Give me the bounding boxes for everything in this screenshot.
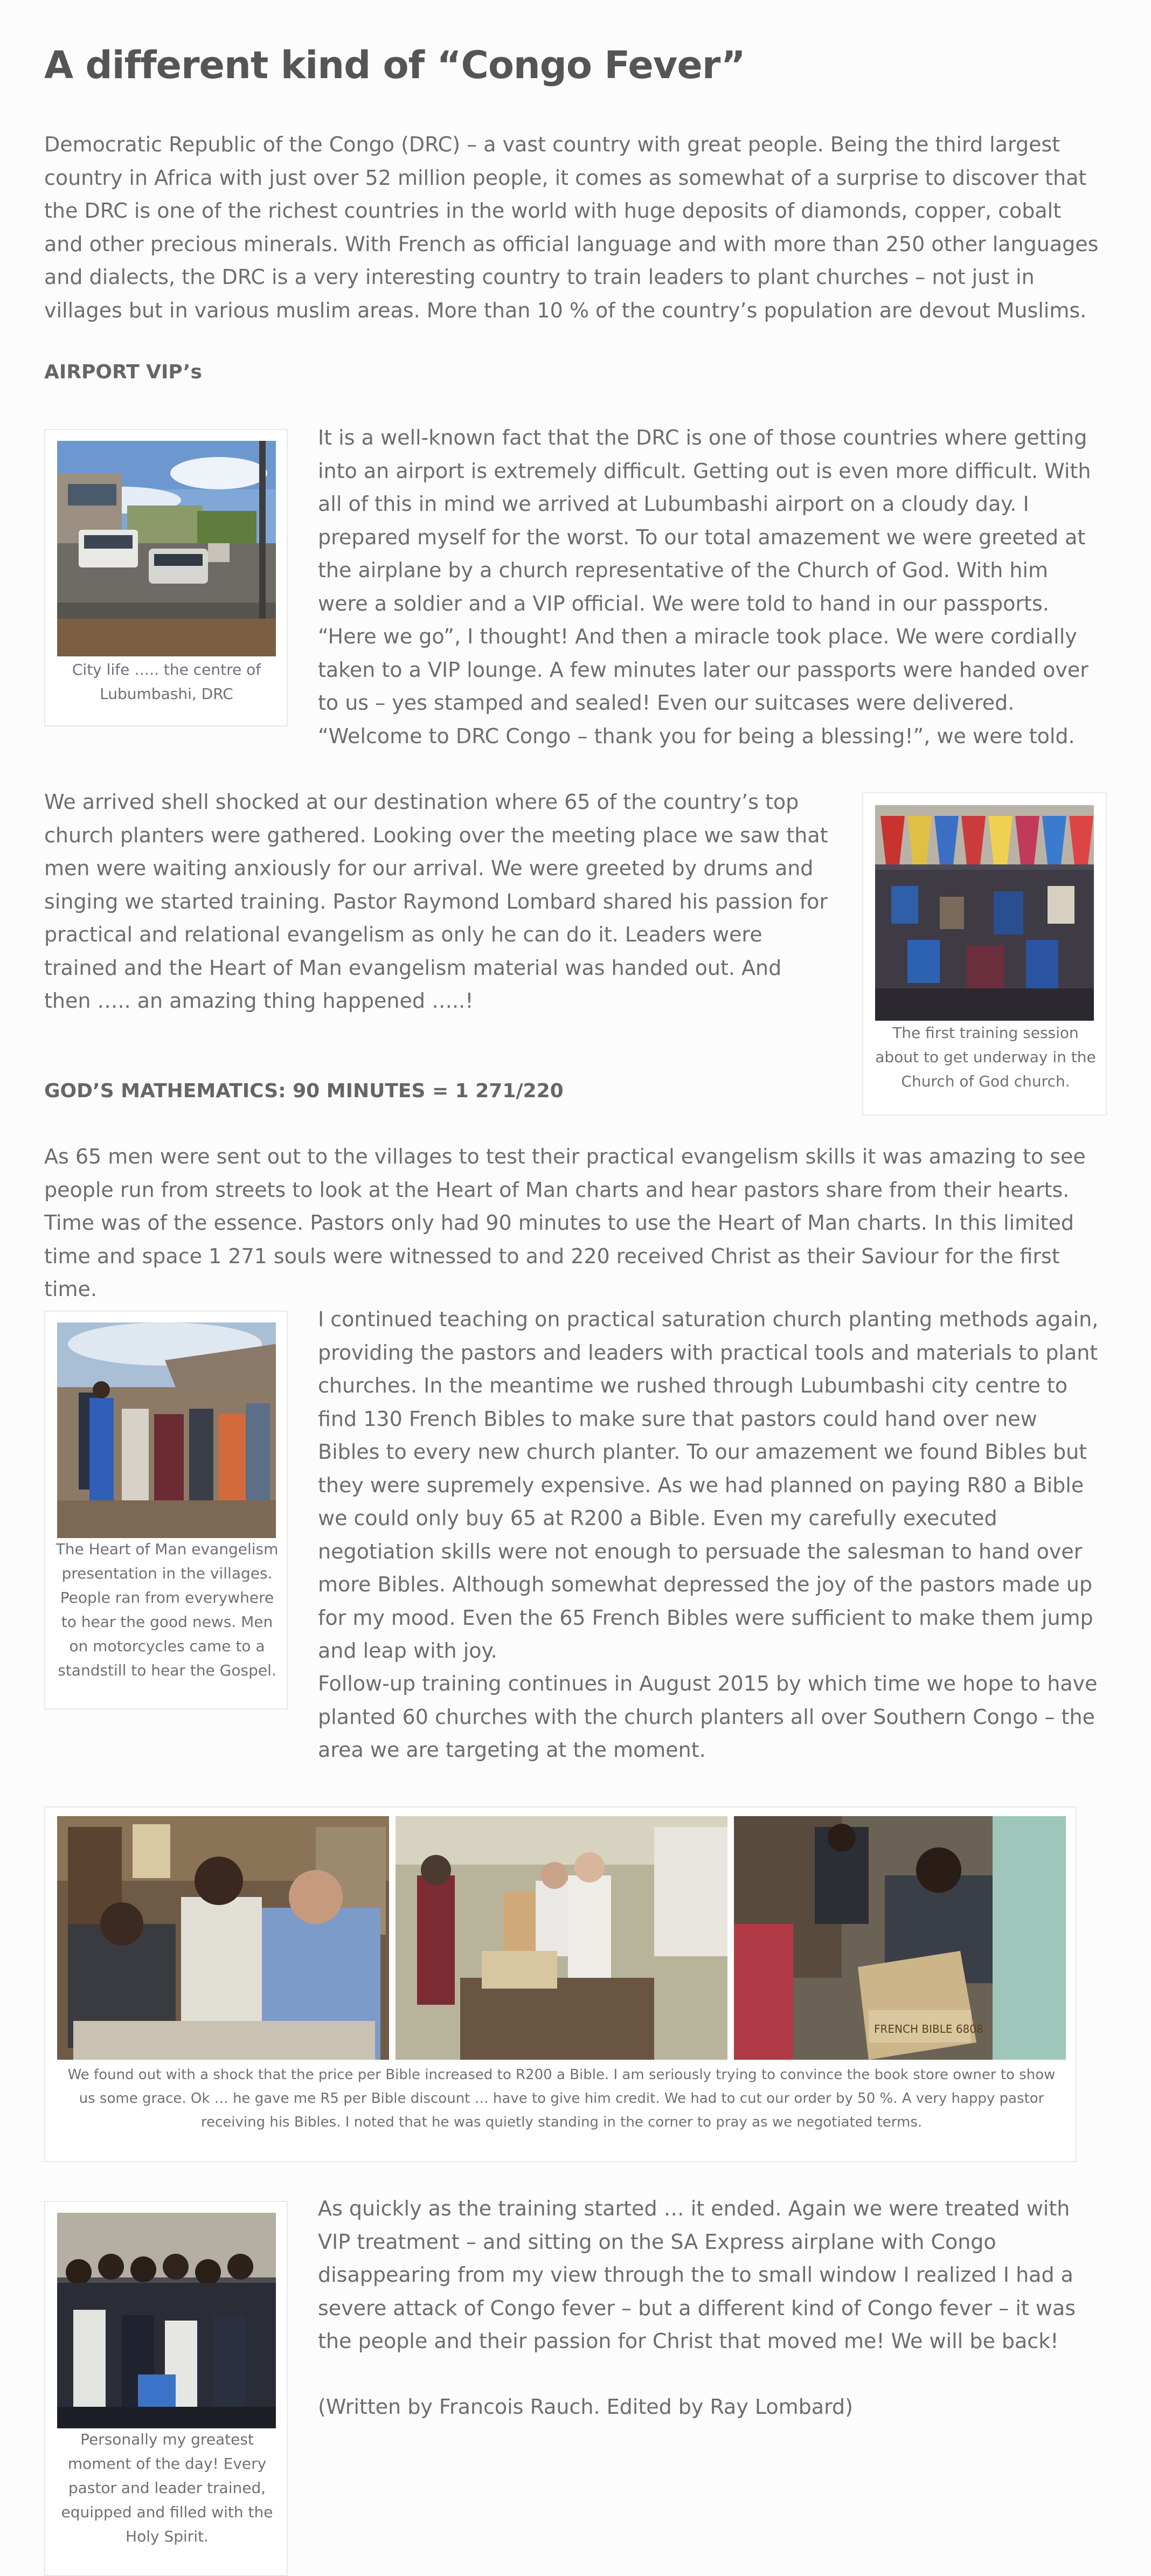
section1-paragraph-2: We arrived shell shocked at our destination where 65 of the country’s top church planters were gathered. Looking over the meeting place we saw that men were waiting anxiously for our arrival. We were greeted by drums and singing we started training. Pastor Raymond Lombard shared his passion for practical and relational evangelism as only he can do it. Leaders were trained and the Heart of Man evangelism material was handed out. And then ….. an amazing thing happened …..! xyxy=(44,790,828,1013)
section2-paragraph-2: I continued teaching on practical saturation church planting methods again, providing the pastors and leaders with practical tools and materials to plant churches. In the meantime we rushed through Lubumbashi city centre to find 130 French Bibles to make sure that pastors could hand over new Bibles to every new church planter. To our amazement we found Bibles but they were supremely expensive. As we had planned on paying R80 a Bible we could only buy 65 at R200 a Bible. Even my carefully executed negotiation skills were not enough to persuade the salesman to hand over more Bibles. Although somewhat depressed the joy of the pastors made up for my mood. Even the 65 French Bibles were sufficient to make them jump and leap with joy. xyxy=(318,1307,1099,1663)
pastors-graduation-photo xyxy=(57,2213,276,2428)
figure-graduation-caption: Personally my greatest moment of the day! Every pastor and leader trained, equipped and filled with the Holy Spirit. xyxy=(61,2430,273,2545)
figure-city-life xyxy=(44,429,288,726)
figure-training-session-caption: The first training session about to get underway in the Church of God church. xyxy=(875,1024,1096,1090)
article-title: A different kind of “Congo Fever” xyxy=(44,43,745,87)
figure-heart-of-man xyxy=(44,1311,288,1709)
training-session-photo xyxy=(875,805,1094,1021)
figure-training-session xyxy=(862,792,1107,1116)
figure-heart-of-man-caption: The Heart of Man evangelism presentation in the villages. People ran from everywhere to hear the good news. Men on motorcycles came to a standstill to hear the Gospel. xyxy=(56,1540,279,1679)
village-presentation-photo xyxy=(57,1322,276,1538)
intro-paragraph: Democratic Republic of the Congo (DRC) – a vast country with great people. Being the third largest country in Africa with just over 52 million people, it comes as somewhat of a surprise to discover that the DRC is one of the richest countries in the world with huge deposits of diamonds, copper, cobalt and other precious minerals. With French as official language and with more than 250 other languages and dialects, the DRC is a very interesting country to train leaders to plant churches – not just in villages but in various muslim areas. More than 10 % of the country’s population are devout Muslims. xyxy=(44,133,1099,322)
gallery-photo-bookstore-negotiation xyxy=(57,1816,389,2060)
figure-city-life-caption: City life ….. the centre of Lubumbashi, DRC xyxy=(72,661,261,703)
city-street-photo xyxy=(57,441,276,656)
bible-box-label: FRENCH BIBLE 6808 xyxy=(874,2023,983,2035)
article-credit: (Written by Francois Rauch. Edited by Ray Lombard) xyxy=(318,2395,853,2419)
gallery-photo-pastor-receiving-bibles xyxy=(734,1816,1066,2060)
gallery-caption: We found out with a shock that the price per Bible increased to R200 a Bible. I am seriously trying to convince the book store owner to show us some grace. Ok … he gave me R5 per Bible discount … have to give him credit. We had to cut our order by 50 %. A very happy pastor receiving his Bibles. I noted that he was quietly standing in the corner to pray as we negotiated terms. xyxy=(67,2067,1056,2130)
section1-paragraph: It is a well-known fact that the DRC is one of those countries where getting into an airport is extremely difficult. Getting out is even more difficult. With all of this in mind we arrived at Lubumbashi airport on a cloudy day. I prepared myself for the worst. To our total amazement we were greeted at the airplane by a church representative of the Church of God. With him were a soldier and a VIP official. We were told to hand in our passports. “Here we go”, I thought! And then a miracle took place. We were cordially taken to a VIP lounge. A few minutes later our passports were handed over to us – yes stamped and sealed! Even our suitcases were delivered. “Welcome to DRC Congo – thank you for being a blessing!”, we were told. xyxy=(318,426,1091,748)
bible-purchase-gallery xyxy=(44,1806,1077,2162)
section2-paragraph-3: Follow-up training continues in August 2015 by which time we hope to have planted 60 churches with the church planters all over Southern Congo – the area we are targeting at the moment. xyxy=(318,1672,1098,1762)
section2-paragraph: As 65 men were sent out to the villages to test their practical evangelism skills it was amazing to see people run from streets to look at the Heart of Man charts and hear pastors share from their hearts. Time was of the essence. Pastors only had 90 minutes to use the Heart of Man charts. In this limited time and space 1 271 souls were witnessed to and 220 received Christ as their Saviour for the first time. xyxy=(44,1145,1086,1301)
section-heading-airport: AIRPORT VIP’s xyxy=(44,361,202,383)
figure-graduation xyxy=(44,2201,288,2576)
section-heading-mathematics: GOD’S MATHEMATICS: 90 MINUTES = 1 271/220 xyxy=(44,1080,564,1102)
closing-paragraph: As quickly as the training started … it ended. Again we were treated with VIP treatment – and sitting on the SA Express airplane with Congo disappearing from my view through the to small window I realized I had a severe attack of Congo fever – but a different kind of Congo fever – it was the people and their passion for Christ that moved me! We will be back! xyxy=(318,2197,1076,2353)
gallery-photo-bookstore-counter xyxy=(396,1816,727,2060)
